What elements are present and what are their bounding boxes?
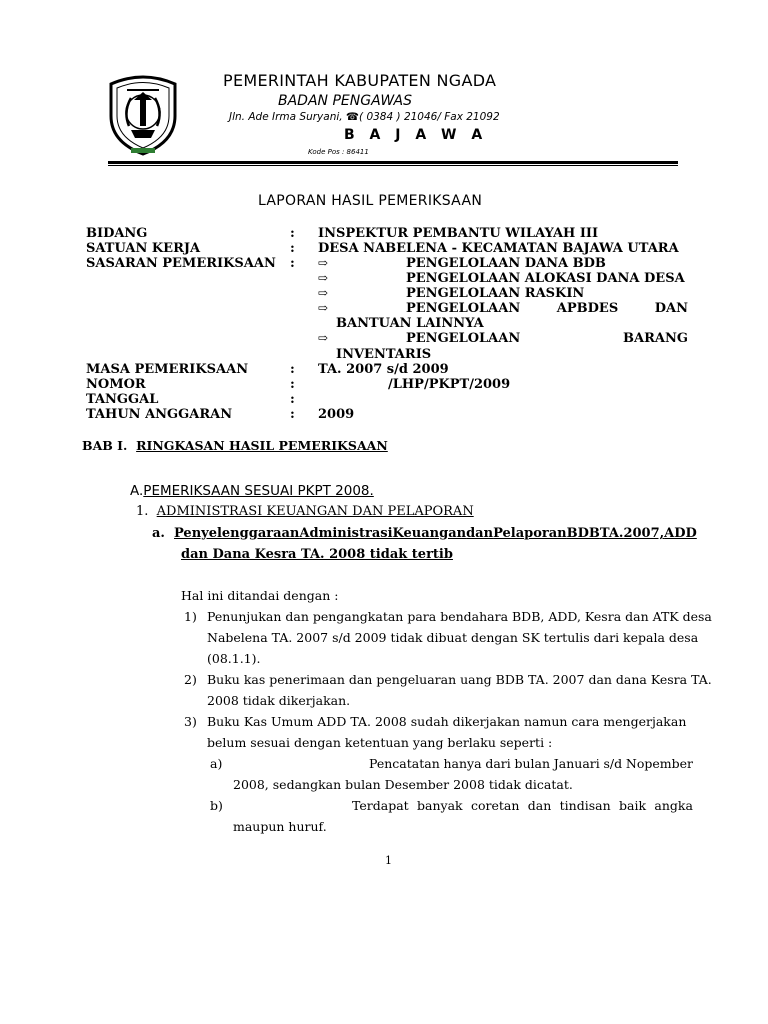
justified-word: angka [654, 798, 693, 813]
target-text-justified [406, 331, 688, 346]
info-colon: : [290, 392, 295, 407]
target-text: PENGELOLAAN DANA BDB [406, 256, 606, 271]
target-item [318, 271, 688, 287]
arrow-right-icon: ⇨ [318, 256, 329, 270]
justified-word: PENGELOLAAN [406, 331, 521, 346]
info-colon: : [290, 241, 295, 256]
finding-text: Buku kas penerimaan dan pengeluaran uang BDB TA. 2007 dan dana Kesra TA. [207, 672, 712, 687]
finding-mark: 3) [184, 714, 197, 729]
agency-city: B A J A W A [344, 127, 488, 143]
target-continuation: BANTUAN LAINNYA [336, 316, 484, 331]
sub-finding-mark: b) [210, 798, 223, 813]
info-value: DESA NABELENA - KECAMATAN BAJAWA UTARA [318, 241, 679, 256]
justified-word: BARANG [623, 331, 688, 346]
target-text-justified [406, 301, 688, 316]
info-label: NOMOR [86, 377, 146, 392]
justified-word: Penyelenggaraan [174, 526, 300, 541]
arrow-right-icon: ⇨ [318, 301, 329, 315]
info-label: SASARAN PEMERIKSAAN [86, 256, 276, 271]
page-number: 1 [385, 854, 392, 867]
agency-name: BADAN PENGAWAS [278, 93, 413, 109]
info-row-bidang [86, 226, 696, 242]
justified-word: Keuangan [392, 526, 467, 541]
info-value: /LHP/PKPT/2009 [388, 377, 511, 392]
intro-text: Hal ini ditandai dengan : [181, 588, 339, 603]
info-colon: : [290, 407, 295, 422]
info-label: SATUAN KERJA [86, 241, 201, 256]
arrow-right-icon: ⇨ [318, 331, 329, 345]
chapter-title: RINGKASAN HASIL PEMERIKSAAN [136, 438, 388, 453]
info-label: TANGGAL [86, 392, 159, 407]
justified-word: s/d [603, 756, 623, 771]
section-heading [130, 483, 374, 499]
justified-word: Januari [553, 756, 600, 771]
justified-word: DAN [654, 301, 688, 316]
letterhead-rule-thin [108, 165, 678, 166]
justified-word: banyak [417, 798, 463, 813]
target-continuation: INVENTARIS [336, 347, 432, 362]
justified-word: hanya [443, 756, 482, 771]
info-row-nomor [86, 377, 696, 393]
justified-word: APBDES [556, 301, 619, 316]
finding-text: Penunjukan dan pengangkatan para bendahara BDB, ADD, Kesra dan ATK desa [207, 609, 712, 624]
subsection-heading [136, 504, 474, 519]
finding-text: 2008 tidak dikerjakan. [207, 693, 351, 708]
finding-text: belum sesuai dengan ketentuan yang berlaku seperti : [207, 735, 553, 750]
sub-finding-line [352, 798, 693, 813]
target-text: PENGELOLAAN RASKIN [406, 286, 585, 301]
info-row-masa [86, 362, 696, 378]
justified-word: Pencatatan [369, 756, 440, 771]
section-title: PEMERIKSAAN SESUAI PKPT 2008. [143, 483, 374, 499]
info-row-satuan-kerja [86, 241, 696, 257]
justified-word: dan [527, 798, 552, 813]
justified-word: ADD [664, 526, 697, 541]
justified-word: Pelaporan [493, 526, 567, 541]
finding-mark: 1) [184, 609, 197, 624]
justified-word: Terdapat [352, 798, 409, 813]
sub-finding-mark: a) [210, 756, 223, 771]
agency-address: Jln. Ade Irma Suryani, ☎( 0384 ) 21046/ Fax 21092 [229, 111, 500, 123]
info-label: BIDANG [86, 226, 148, 241]
justified-word: Nopember [625, 756, 693, 771]
arrow-right-icon: ⇨ [318, 271, 329, 285]
info-value: TA. 2007 s/d 2009 [318, 362, 449, 377]
section-mark: A. [130, 483, 144, 499]
justified-word: dan [466, 526, 494, 541]
sub-finding-text: 2008, sedangkan bulan Desember 2008 tidak dicatat. [233, 777, 573, 792]
target-item [318, 301, 688, 317]
info-colon: : [290, 362, 295, 377]
chapter-heading [82, 438, 388, 453]
target-text: PENGELOLAAN ALOKASI DANA DESA [406, 271, 685, 286]
postal-code: Kode Pos : 86411 [308, 148, 369, 156]
info-colon: : [290, 256, 295, 271]
target-item [318, 286, 688, 302]
government-name: PEMERINTAH KABUPATEN NGADA [223, 71, 497, 90]
justified-word: dari [485, 756, 511, 771]
subsection-mark: 1. [136, 504, 149, 519]
report-title: LAPORAN HASIL PEMERIKSAAN [258, 193, 483, 209]
finding-text: (08.1.1). [207, 651, 261, 666]
target-item [318, 331, 688, 347]
finding-text: Nabelena TA. 2007 s/d 2009 tidak dibuat dengan SK tertulis dari kepala desa [207, 630, 699, 645]
finding-mark: 2) [184, 672, 197, 687]
info-colon: : [290, 226, 295, 241]
coat-of-arms-icon [101, 66, 185, 158]
info-row-tanggal [86, 392, 696, 408]
info-label: TAHUN ANGGARAN [86, 407, 233, 422]
justified-word: tindisan [559, 798, 611, 813]
finding-text: Buku Kas Umum ADD TA. 2008 sudah dikerjakan namun cara mengerjakan [207, 714, 687, 729]
justified-word: BDB [566, 526, 600, 541]
info-colon: : [290, 377, 295, 392]
justified-word: coretan [470, 798, 520, 813]
justified-word: PENGELOLAAN [406, 301, 521, 316]
chapter-number: BAB I. [82, 438, 128, 453]
info-row-tahun [86, 407, 696, 423]
letterhead-rule [108, 161, 678, 164]
justified-word: 2007, [623, 526, 665, 541]
item-mark: a. [152, 526, 165, 541]
justified-word: TA. [599, 526, 624, 541]
arrow-right-icon: ⇨ [318, 286, 329, 300]
item-heading-line-2: dan Dana Kesra TA. 2008 tidak tertib [181, 547, 453, 562]
sub-finding-line [369, 756, 693, 771]
info-value: INSPEKTUR PEMBANTU WILAYAH III [318, 226, 599, 241]
target-item [318, 256, 688, 272]
info-label: MASA PEMERIKSAAN [86, 362, 249, 377]
sub-finding-text: maupun huruf. [233, 819, 327, 834]
justified-word: bulan [514, 756, 551, 771]
info-value: 2009 [318, 407, 355, 422]
subsection-title: ADMINISTRASI KEUANGAN DAN PELAPORAN [156, 504, 474, 519]
justified-word: baik [619, 798, 647, 813]
item-heading-line-1 [174, 526, 697, 541]
justified-word: Administrasi [299, 526, 393, 541]
